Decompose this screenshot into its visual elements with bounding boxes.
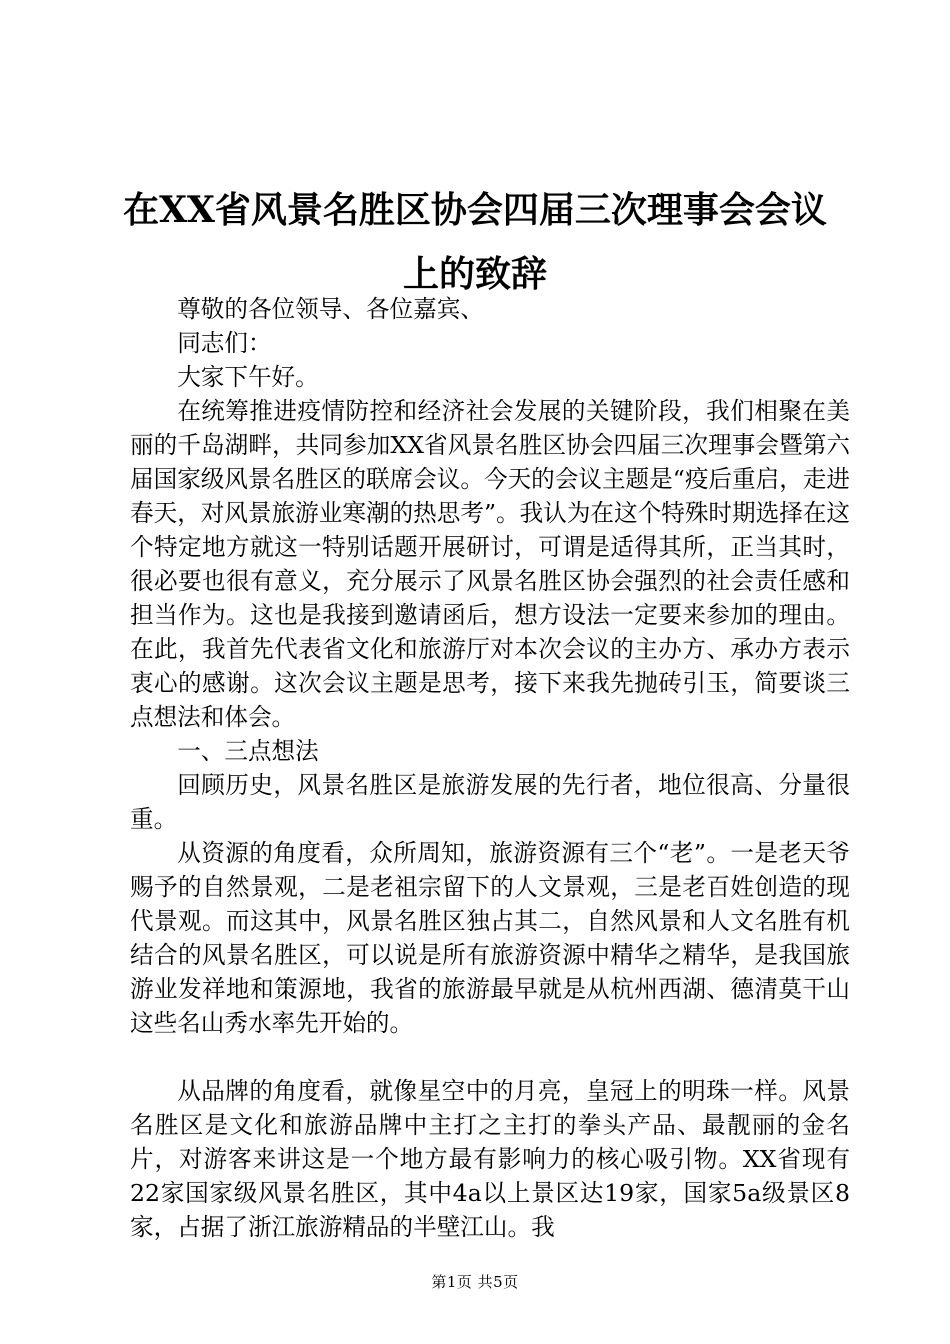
paragraph-greeting: 大家下午好。: [177, 363, 319, 391]
paragraph-salutation: 尊敬的各位领导、各位嘉宾、: [177, 295, 484, 323]
paragraph-resources: 从资源的角度看，众所周知，旅游资源有三个“老”。一是老天爷赐予的自然景观，二是老祖宗留下的人文景观，三是老百姓创造的现代景观。而这其中，风景名胜区独占其二，自然风景和人文名胜有机结合的风景名胜区，可以说是所有旅游资源中精华之精华，是我国旅游业发祥地和策源地，我省的旅游最早就是从杭州西湖、德清莫干山这些名山秀水率先开始的。: [130, 839, 850, 1037]
document-body: [130, 292, 850, 1244]
document-title: [110, 178, 840, 306]
title-line-1: 在XX省风景名胜区协会四届三次理事会会议: [123, 189, 827, 231]
paragraph-brand: 从品牌的角度看，就像星空中的月亮，皇冠上的明珠一样。风景名胜区是文化和旅游品牌中主打之主打的拳头产品、最靓丽的金名片，对游客来讲这是一个地方最有影响力的核心吸引物。XX省现有22家国家级风景名胜区，其中4a以上景区达19家，国家5a级景区8家，占据了浙江旅游精品的半壁江山。我: [130, 1077, 850, 1241]
paragraph-intro: 在统筹推进疫情防控和经济社会发展的关键阶段，我们相聚在美丽的千岛湖畔，共同参加XX省风景名胜区协会四届三次理事会暨第六届国家级风景名胜区的联席会议。今天的会议主题是“疫后重启，走进春天，对风景旅游业寒潮的热思考”。我认为在这个特殊时期选择在这个特定地方就这一特别话题开展研讨，可谓是适得其所，正当其时，很必要也很有意义，充分展示了风景名胜区协会强烈的社会责任感和担当作为。这也是我接到邀请函后，想方设法一定要来参加的理由。在此，我首先代表省文化和旅游厅对本次会议的主办方、承办方表示衷心的感谢。这次会议主题是思考，接下来我先抛砖引玉，简要谈三点想法和体会。: [130, 397, 850, 731]
section-heading: 一、三点想法: [177, 737, 319, 765]
title-line-2: 上的致辞: [402, 253, 547, 295]
paragraph-salutation-2: 同志们：: [177, 329, 272, 357]
page-number: 第1页 共5页: [431, 1273, 519, 1291]
paragraph-history: 回顾历史，风景名胜区是旅游发展的先行者，地位很高、分量很重。: [130, 771, 850, 833]
